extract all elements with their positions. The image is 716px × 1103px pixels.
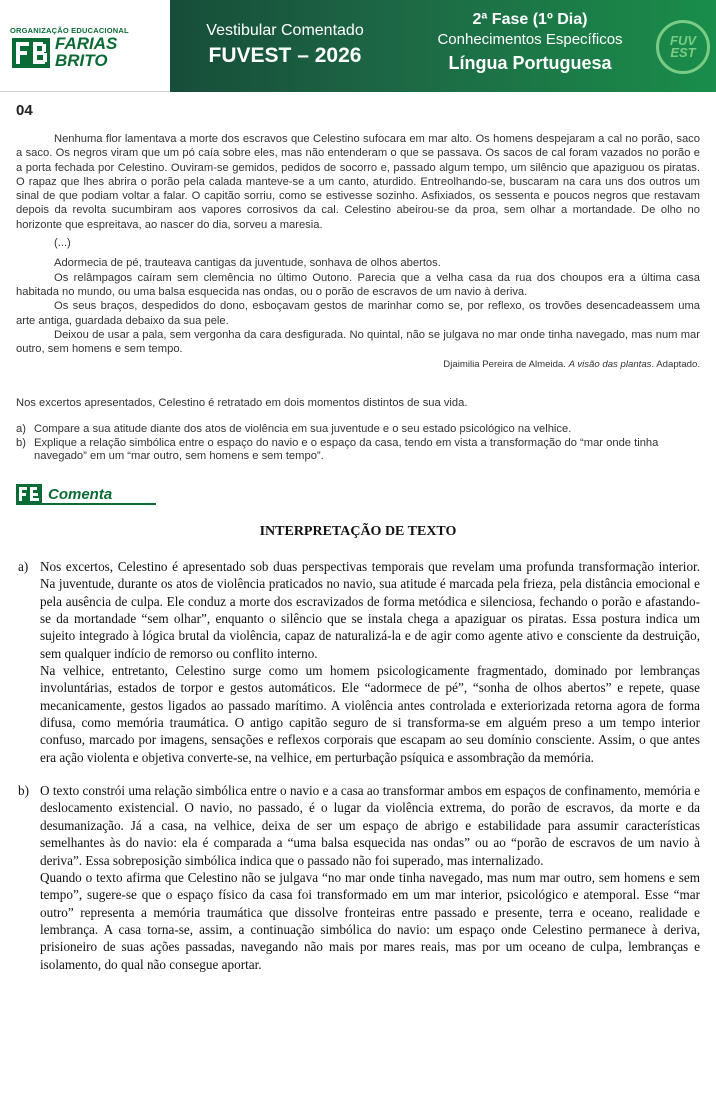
passage-paragraph: Os seus braços, despedidos do dono, esboçavam gestos de marinhar como se, por reflexo, os trovões desencadeassem uma arte antiga, guardada debaixo da sua pele. bbox=[16, 300, 700, 327]
question-item bbox=[16, 423, 700, 437]
header-phase: 2ª Fase (1º Dia) bbox=[472, 11, 588, 28]
passage-source bbox=[16, 358, 700, 372]
header-knowledge: Conhecimentos Específicos bbox=[437, 31, 623, 48]
logo-org-label: ORGANIZAÇÃO EDUCACIONAL bbox=[10, 26, 129, 35]
header-subtitle: Vestibular Comentado bbox=[206, 22, 364, 39]
question-item bbox=[16, 437, 700, 464]
source-suffix: . Adaptado. bbox=[651, 359, 700, 371]
item-text: Explique a relação simbólica entre o espaço do navio e o espaço da casa, tendo em vista a transformação do “mar onde tinha navegado” em um “mar outro, sem homens e sem tempo”. bbox=[34, 436, 659, 462]
section-title: INTERPRETAÇÃO DE TEXTO bbox=[259, 524, 457, 539]
logo-brand-line1: FARIAS bbox=[55, 34, 118, 53]
answer-label: a) bbox=[18, 559, 29, 574]
fb-small-logo-icon bbox=[16, 484, 42, 504]
answer-b bbox=[18, 782, 700, 973]
logo-brand-name bbox=[55, 35, 117, 69]
comenta-label: Comenta bbox=[48, 485, 113, 503]
logo bbox=[0, 0, 170, 92]
answer-paragraph: Nos excertos, Celestino é apresentado sob duas perspectivas temporais que revelam uma profunda transformação interior. Na juventude, durante os atos de violência praticados no navio, sua atitude é marcada pela frieza, pela distância emocional e pela ausência de culpa. Ele conduz a morte dos escravizados de forma metódica e silenciosa, fechando o porão e afastando-se da mortandade “sem olhar”, enquanto o silêncio que se instala chega a apaziguar os piratas. Essa postura indica um sujeito integrado à lógica brutal da violência, capaz de naturalizá-la e de agir como agente ativo e consciente da destruição, sem qualquer indício de remorso ou conflito interno. bbox=[40, 559, 700, 661]
answer-paragraph: Quando o texto afirma que Celestino não se julgava “no mar onde tinha navegado, mas num mar outro, sem homens e sem tempo”, sugere-se que o espaço físico da casa foi transformado em um mar interior, psicológico e atemporal. Esse “mar outro” representa a memória traumática que dissolve fronteiras entre passado e presente, terra e oceano, realidade e lembrança. A casa torna-se, assim, a continuação simbólica do navio: um espaço onde Celestino permanece à deriva, prisioneiro de suas ações passadas, navegando não mais por mares reais, mas por um oceano de culpa, lembranças e isolamento, do qual não consegue aportar. bbox=[40, 869, 700, 972]
comenta-badge bbox=[16, 484, 112, 504]
answer-body bbox=[40, 558, 700, 766]
comenta-underline bbox=[16, 503, 156, 505]
answer-paragraph: O texto constrói uma relação simbólica entre o navio e a casa ao transformar ambos em espaços de confinamento, memória e deslocamento existencial. O navio, no passado, é o lugar da violência extrema, do porão de escravos, da morte e da desumanização. Já a casa, na velhice, deixa de ser um espaço de abrigo e estabilidade para assumir características semelhantes às do navio: ela é comparada a “uma balsa esquecida nas ondas” ou ao “porão de escravos de um navio à deriva”. Essa sobreposição simbólica indica que o passado não foi superado, mas internalizado. bbox=[40, 783, 700, 868]
fuvest-seal-icon: FUV EST bbox=[656, 20, 710, 74]
item-label: b) bbox=[16, 436, 26, 449]
header-subject-block bbox=[430, 10, 630, 76]
page-header bbox=[0, 0, 716, 92]
logo-brand-line2: BRITO bbox=[55, 51, 108, 70]
item-label: a) bbox=[16, 423, 26, 435]
source-work: A visão das plantas bbox=[568, 359, 652, 371]
answer-body bbox=[40, 782, 700, 973]
passage-ellipsis: (...) bbox=[54, 237, 71, 250]
header-exam-block bbox=[200, 20, 370, 70]
question-prompt: Nos excertos apresentados, Celestino é retratado em dois momentos distintos de sua vida. bbox=[16, 397, 468, 409]
answer-a bbox=[18, 558, 700, 766]
answer-paragraph: Na velhice, entretanto, Celestino surge como um homem psicologicamente fragmentado, dominado por lembranças involuntárias, estados de torpor e gestos automáticos. Ele “adormece de pé”, “sonha de olhos abertos” e repete, quase mecanicamente, gestos ligados ao passado marítimo. A violência antes controlada e exteriorizada retorna agora de forma difusa, como memória traumática. O antigo capitão seguro de si transforma-se em alguém preso a um tempo interior confuso, marcado por imagens, sensações e reflexos corporais que escapam ao seu domínio consciente. Assim, o que antes era ação violenta e objetiva converte-se, na velhice, em perturbação psíquica e assombração da memória. bbox=[40, 663, 700, 765]
passage-paragraph: Nenhuma flor lamentava a morte dos escravos que Celestino sufocara em mar alto. Os homens despejaram a cal no porão, saco a saco. Os negros viram que um pó caía sobre eles, mas não entenderam o que se passava. Os sacos de cal foram vazados no porão e a porta fechada por Celestino. Ouviram-se gemidos, pedidos de socorro e, passado algum tempo, um silêncio que apaziguou os piratas. O rapaz que lhes abrira o porão pela calada manteve-se a um canto, aturdido. Entreolhando-se, buscaram na cara uns dos outros um sinal de que podiam voltar a falar. O capitão sorriu, como se estivesse sozinho. Asfixiados, os sessenta e poucos negros que restavam depois da revolta sucumbiram aos vapores corrosivos da cal. Celestino abeirou-se da proa, sem olhar a mortandade. De olho no horizonte que espreitava, ao nascer do dia, sorveu a maresia. bbox=[16, 133, 700, 231]
question-items bbox=[16, 423, 700, 464]
passage-paragraph: Deixou de usar a pala, sem vergonha da cara desfigurada. No quintal, não se julgava no mar onde tinha navegado, mas num mar outro, sem homens e sem tempo. bbox=[16, 328, 700, 356]
passage-paragraph: Adormecia de pé, trauteava cantigas da juventude, sonhava de olhos abertos. bbox=[54, 257, 441, 270]
item-text: Compare a sua atitude diante dos atos de violência em sua juventude e o seu estado psicológico na velhice. bbox=[34, 423, 572, 435]
question-number: 04 bbox=[16, 102, 33, 119]
answer-label: b) bbox=[18, 783, 29, 799]
header-title: FUVEST – 2026 bbox=[208, 44, 362, 67]
fb-logo-icon bbox=[12, 38, 50, 68]
answers bbox=[18, 558, 700, 973]
passage bbox=[16, 132, 700, 373]
source-author: Djaimilia Pereira de Almeida. bbox=[443, 359, 566, 371]
header-subject: Língua Portuguesa bbox=[448, 53, 612, 73]
header-band bbox=[170, 0, 716, 92]
passage-paragraph: Os relâmpagos caíram sem clemência no último Outono. Parecia que a velha casa da rua dos choupos era a última casa habitada no mundo, ou uma balsa esquecida nas ondas, ou o porão de escravos de um navio à deriva. bbox=[16, 271, 700, 298]
